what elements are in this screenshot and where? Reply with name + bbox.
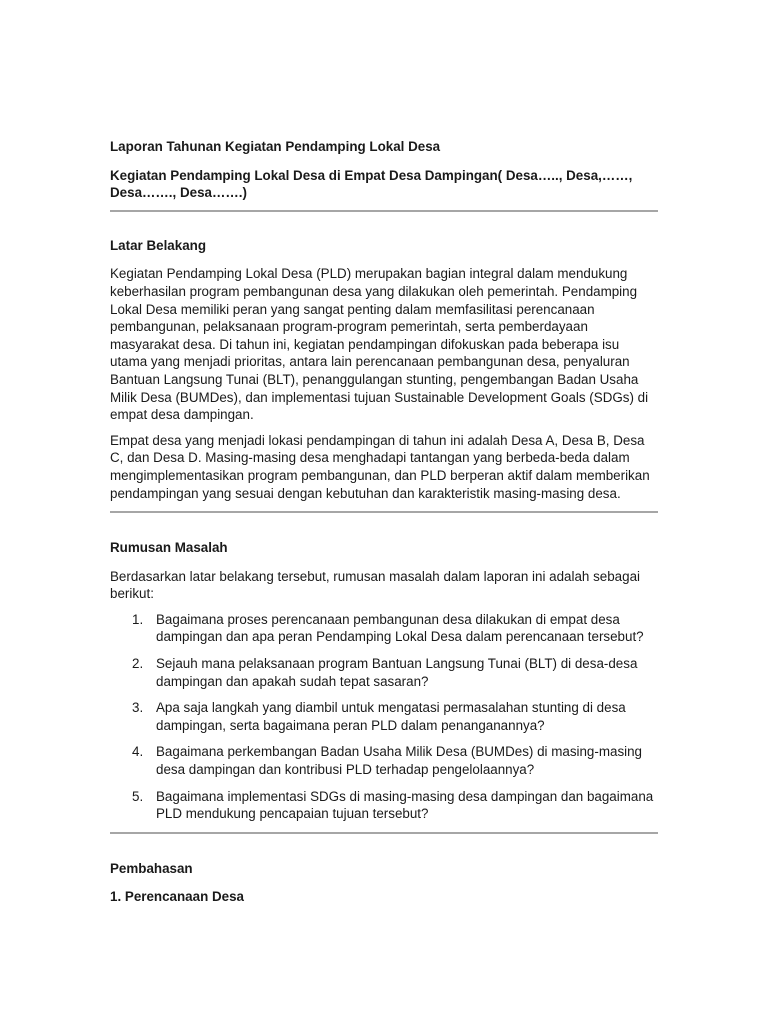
list-item <box>110 788 658 823</box>
section-heading-rumusan-masalah: Rumusan Masalah <box>110 540 228 556</box>
section-divider <box>110 511 658 513</box>
list-item-number: 1. <box>132 611 144 627</box>
section-divider <box>110 832 658 834</box>
document-page <box>110 132 658 906</box>
list-item <box>110 699 658 734</box>
rumusan-masalah-intro: Berdasarkan latar belakang tersebut, rumusan masalah dalam laporan ini adalah sebagai berikut: <box>110 568 641 602</box>
section-heading-pembahasan: Pembahasan <box>110 860 193 876</box>
list-item-number: 2. <box>132 656 144 672</box>
section-divider <box>110 210 658 212</box>
document-title: Laporan Tahunan Kegiatan Pendamping Lokal Desa <box>110 139 441 154</box>
latar-belakang-paragraph-2: Empat desa yang menjadi lokasi pendampingan di tahun ini adalah Desa A, Desa B, Desa C, dan Desa D. Masing-masing desa menghadapi tantangan yang berbeda-beda dalam mengimplementasikan program pembangunan, dan PLD berperan aktif dalam memberikan pendampingan yang sesuai dengan kebutuhan dan karakteristik masing-masing desa. <box>110 432 650 501</box>
section-heading-latar-belakang: Latar Belakang <box>110 237 207 253</box>
list-item-text: Sejauh mana pelaksanaan program Bantuan Langsung Tunai (BLT) di desa-desa dampingan dan apakah sudah tepat sasaran? <box>156 656 638 689</box>
list-item-number: 4. <box>132 744 144 760</box>
list-item-number: 3. <box>132 700 144 716</box>
list-item-text: Bagaimana perkembangan Badan Usaha Milik Desa (BUMDes) di masing-masing desa dampingan dan kontribusi PLD terhadap pengelolaannya? <box>156 744 643 778</box>
list-item-text: Bagaimana implementasi SDGs di masing-masing desa dampingan dan bagaimana PLD mendukung pencapaian tujuan tersebut? <box>156 788 654 822</box>
latar-belakang-paragraph-1: Kegiatan Pendamping Lokal Desa (PLD) merupakan bagian integral dalam mendukung keberhasilan program pembangunan desa yang dilakukan oleh pemerintah. Pendamping Lokal Desa memiliki peran yang sangat penting dalam memfasilitasi perencanaan pembangunan, pelaksanaan program-program pemerintah, serta pemberdayaan masyarakat desa. Di tahun ini, kegiatan pendampingan difokuskan pada beberapa isu utama yang menjadi prioritas, antara lain perencanaan pembangunan desa, penyaluran Bantuan Langsung Tunai (BLT), penanggulangan stunting, pengembangan Badan Usaha Milik Desa (BUMDes), dan implementasi tujuan Sustainable Development Goals (SDGs) di empat desa dampingan. <box>110 266 649 423</box>
list-item <box>110 743 658 778</box>
list-item <box>110 655 658 690</box>
subsection-heading-perencanaan-desa: 1. Perencanaan Desa <box>110 889 244 905</box>
list-item-number: 5. <box>132 788 144 804</box>
list-item-text: Apa saja langkah yang diambil untuk mengatasi permasalahan stunting di desa dampingan, serta bagaimana peran PLD dalam penanganannya? <box>156 700 626 733</box>
list-item-text: Bagaimana proses perencanaan pembangunan desa dilakukan di empat desa dampingan dan apa peran Pendamping Lokal Desa dalam perencanaan tersebut? <box>156 611 644 645</box>
rumusan-masalah-list <box>110 611 658 823</box>
document-subtitle: Kegiatan Pendamping Lokal Desa di Empat Desa Dampingan( Desa….., Desa,……, Desa……., Desa…….) <box>110 167 633 201</box>
list-item <box>110 611 658 646</box>
